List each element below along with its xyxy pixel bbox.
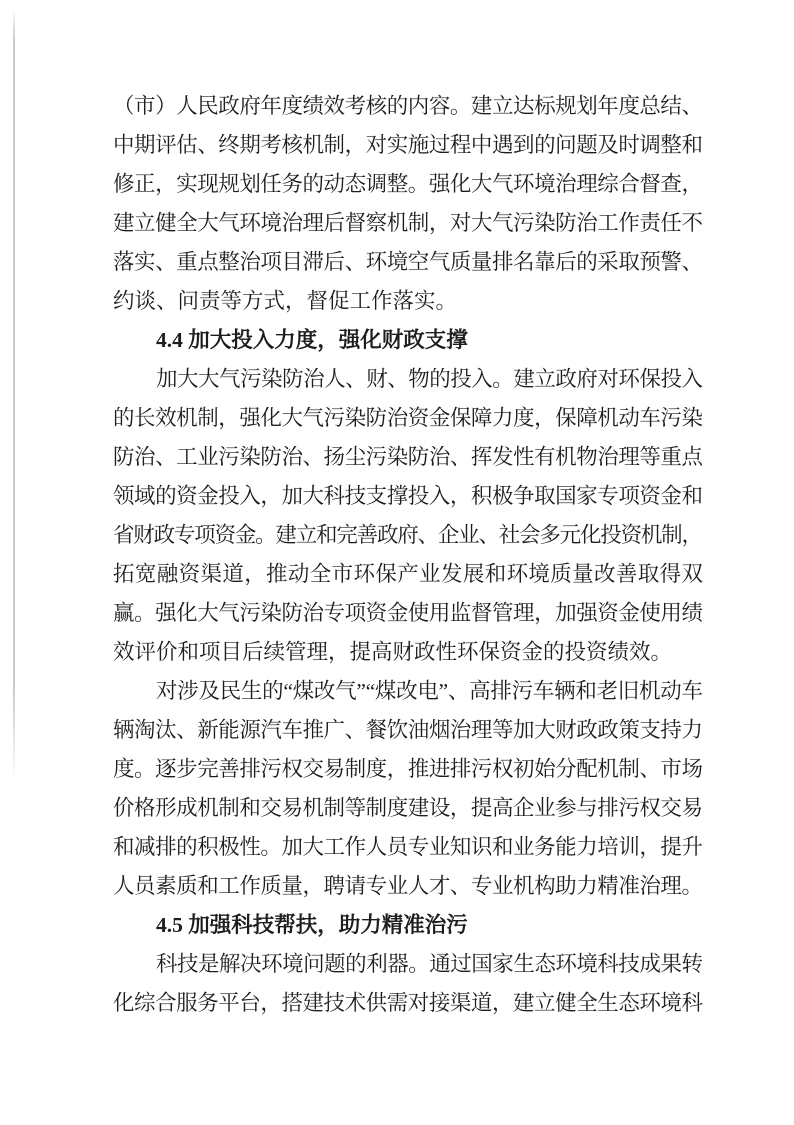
line-text: 的长效机制，强化大气污染防治资金保障力度，保障机动车污染 <box>113 406 703 430</box>
text-line <box>113 984 703 1023</box>
line-text: 加大大气污染防治人、财、物的投入。建立政府对环保投入 <box>156 367 703 391</box>
line-text: 赢。强化大气污染防治专项资金使用监督管理，加强资金使用绩 <box>113 601 703 625</box>
text-line <box>113 633 703 672</box>
scan-artifact-line <box>13 9 15 781</box>
line-text: 落实、重点整治项目滞后、环境空气质量排名靠后的采取预警、 <box>113 250 703 274</box>
line-text: 辆淘汰、新能源汽车推广、餐饮油烟治理等加大财政政策支持力 <box>113 718 703 742</box>
line-text: 领域的资金投入，加大科技支撑投入，积极争取国家专项资金和 <box>113 484 703 508</box>
line-text: 科技是解决环境问题的利器。通过国家生态环境科技成果转 <box>156 952 703 976</box>
heading-text: 4.4 加大投入力度，强化财政支撑 <box>156 328 468 352</box>
text-line <box>113 789 703 828</box>
text-line <box>113 867 703 906</box>
line-text: 修正，实现规划任务的动态调整。强化大气环境治理综合督查， <box>113 172 703 196</box>
text-block <box>113 87 703 1023</box>
text-line <box>113 204 703 243</box>
line-text: 度。逐步完善排污权交易制度，推进排污权初始分配机制、市场 <box>113 757 703 781</box>
text-line <box>113 828 703 867</box>
line-text: （市）人民政府年度绩效考核的内容。建立达标规划年度总结、 <box>113 94 703 118</box>
text-line <box>113 360 703 399</box>
line-text: 和减排的积极性。加大工作人员专业知识和业务能力培训，提升 <box>113 835 703 859</box>
line-text: 省财政专项资金。建立和完善政府、企业、社会多元化投资机制， <box>113 523 702 547</box>
text-line <box>113 438 703 477</box>
text-line <box>113 399 703 438</box>
line-text: 中期评估、终期考核机制，对实施过程中遇到的问题及时调整和 <box>113 133 703 157</box>
text-line <box>113 750 703 789</box>
line-text: 对涉及民生的“煤改气”“煤改电”、高排污车辆和老旧机动车 <box>156 679 703 703</box>
text-line <box>113 126 703 165</box>
line-text: 建立健全大气环境治理后督察机制，对大气污染防治工作责任不 <box>113 211 703 235</box>
text-line <box>113 243 703 282</box>
text-line <box>113 555 703 594</box>
line-text: 效评价和项目后续管理，提高财政性环保资金的投资绩效。 <box>113 640 673 664</box>
section-heading-4-4 <box>113 321 703 360</box>
text-line <box>113 477 703 516</box>
line-text: 拓宽融资渠道，推动全市环保产业发展和环境质量改善取得双 <box>113 562 704 586</box>
line-text: 化综合服务平台，搭建技术供需对接渠道，建立健全生态环境科 <box>113 991 703 1015</box>
text-line <box>113 87 703 126</box>
text-line <box>113 711 703 750</box>
line-text: 人员素质和工作质量，聘请专业人才、专业机构助力精准治理。 <box>113 874 703 898</box>
text-line <box>113 165 703 204</box>
line-text: 防治、工业污染防治、扬尘污染防治、挥发性有机物治理等重点 <box>113 445 703 469</box>
line-text: 价格形成机制和交易机制等制度建设，提高企业参与排污权交易 <box>113 796 703 820</box>
text-line <box>113 594 703 633</box>
section-heading-4-5 <box>113 906 703 945</box>
text-line <box>113 672 703 711</box>
line-text: 约谈、问责等方式，督促工作落实。 <box>113 289 458 313</box>
heading-text: 4.5 加强科技帮扶，助力精准治污 <box>156 913 468 937</box>
text-line <box>113 516 703 555</box>
text-line <box>113 282 703 321</box>
text-line <box>113 945 703 984</box>
